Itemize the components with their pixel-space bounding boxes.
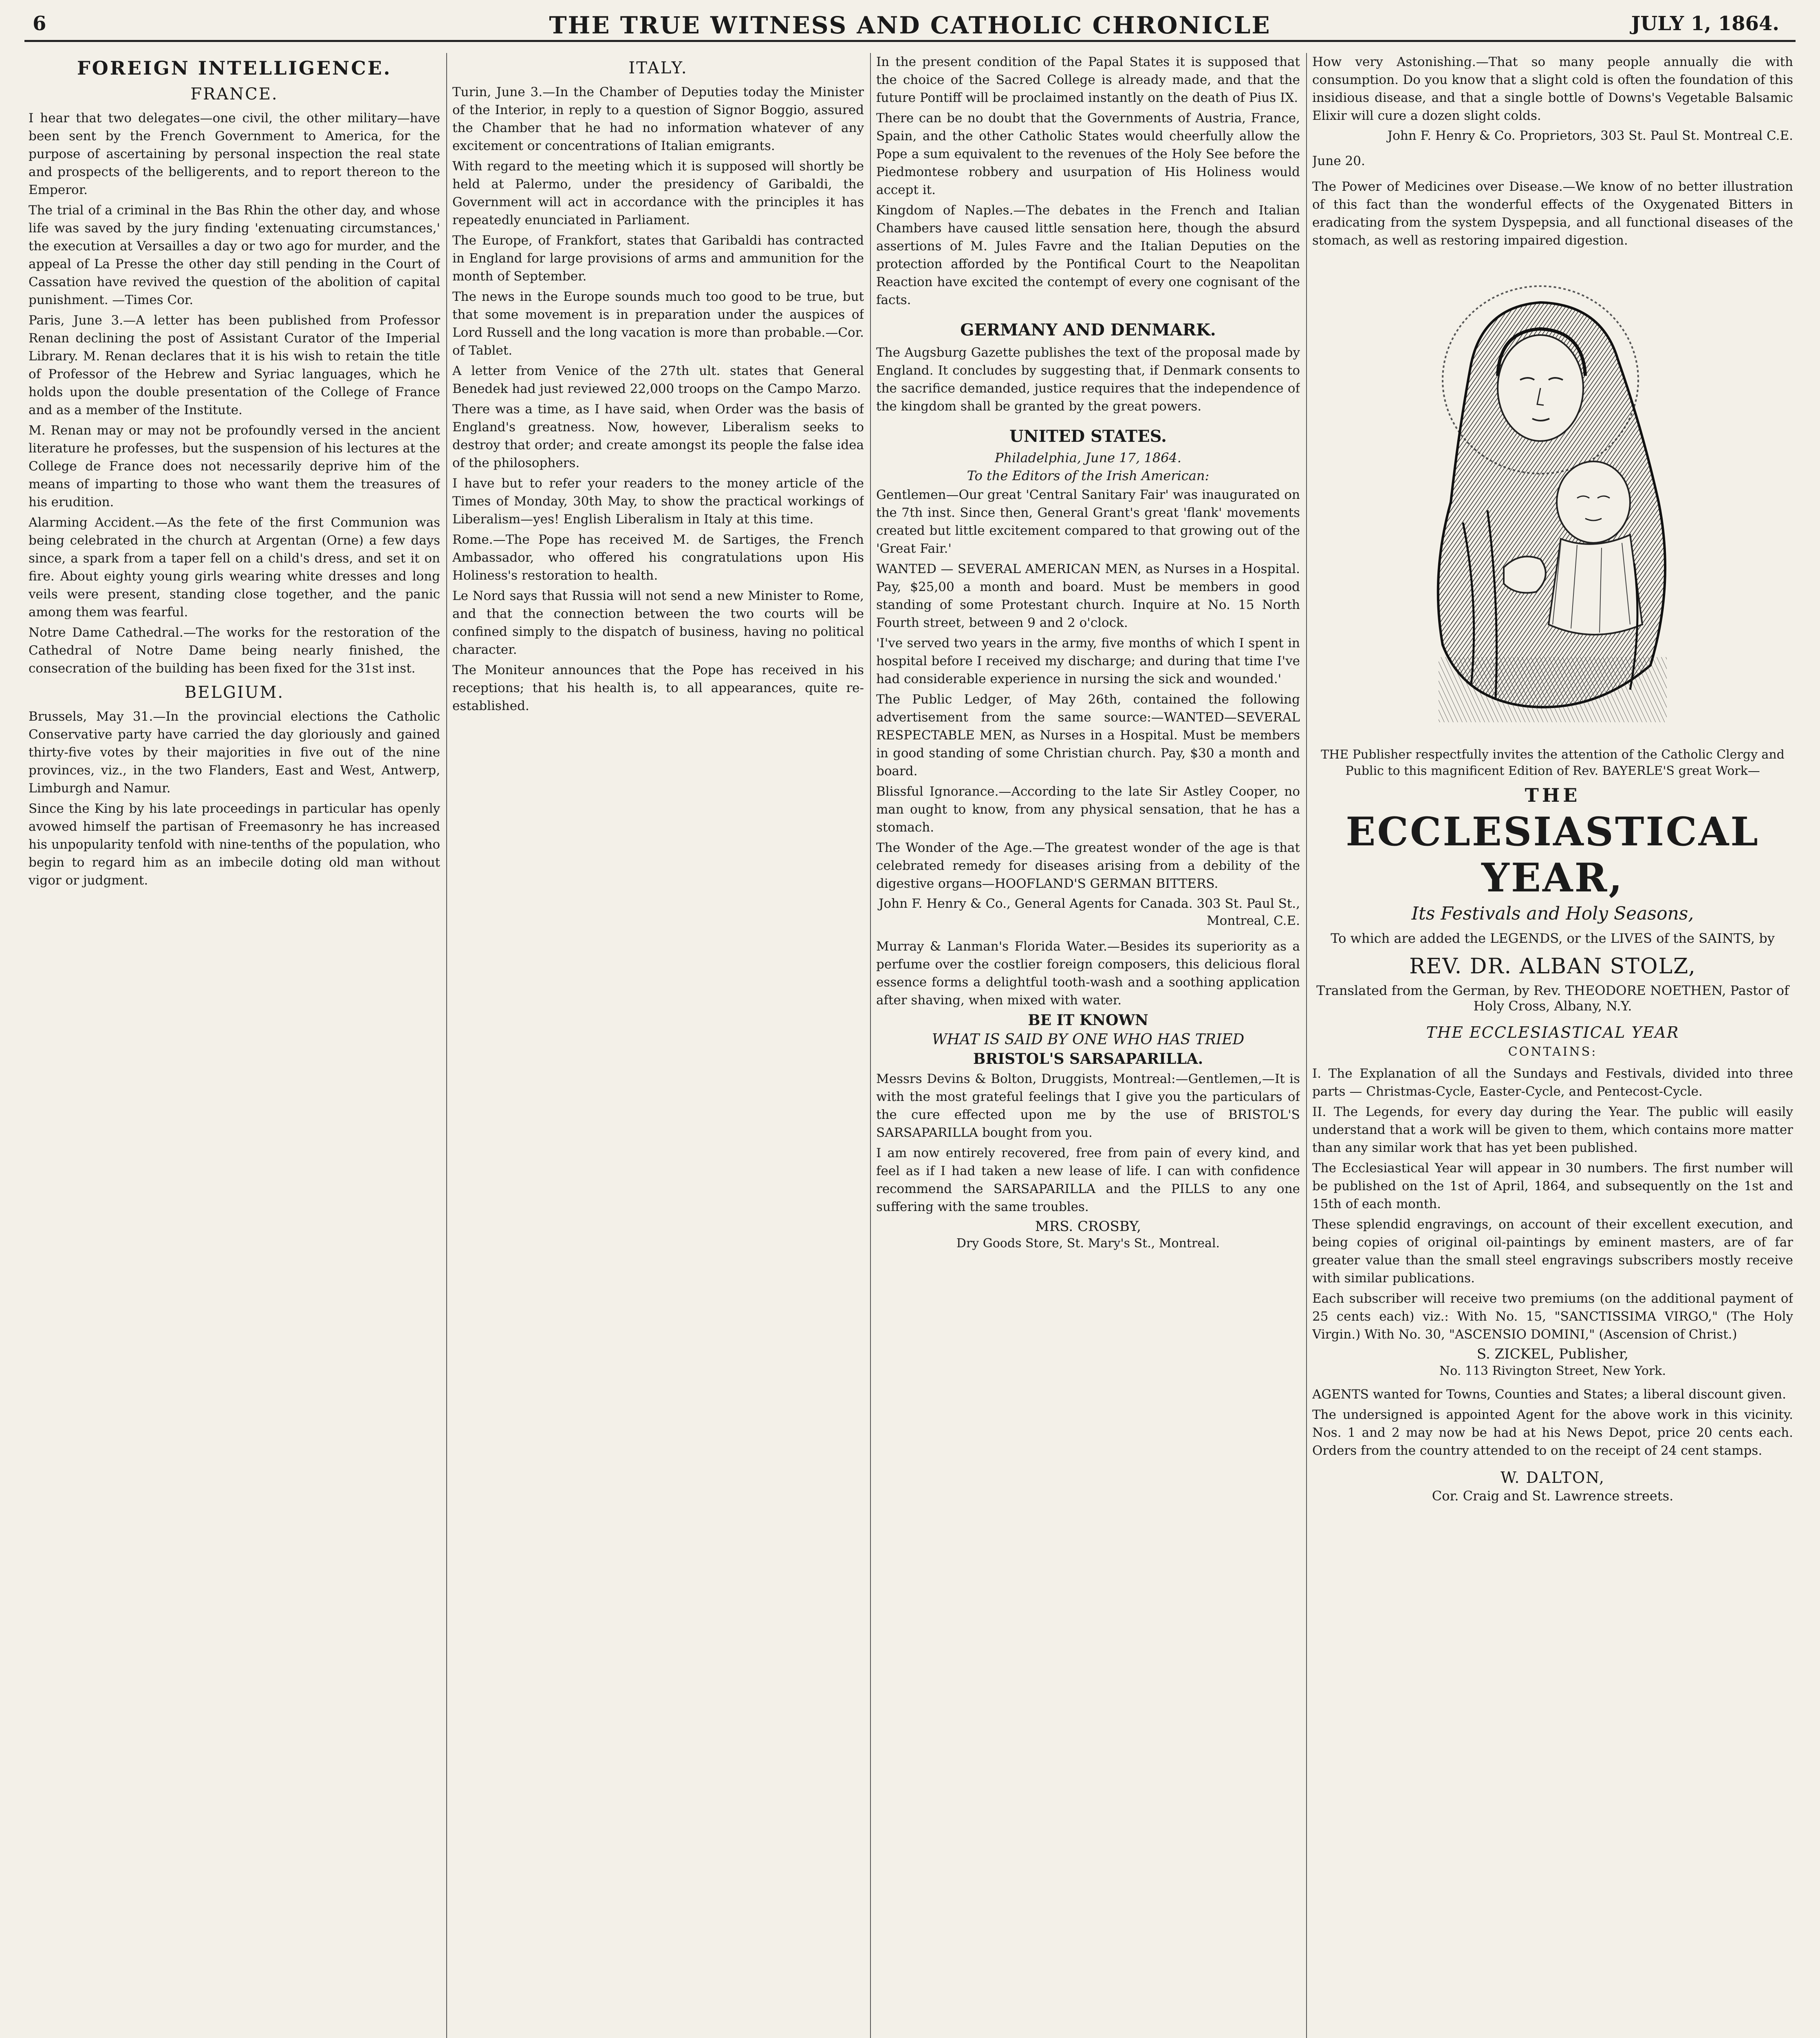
page-number: 6 — [33, 12, 46, 35]
newspaper-title: THE TRUE WITNESS AND CATHOLIC CHRONICLE — [549, 11, 1271, 39]
article-paragraph: With regard to the meeting which it is supposed will shortly be held at Palermo, under the presidency of Garibaldi, the Government will act in accordance with the principles it has repeatedly enunciated in Parliament. — [452, 159, 864, 227]
masthead-rule — [24, 40, 1796, 42]
article-paragraph: The Power of Medicines over Disease.—We know of no better illustration of this fact than the wonderful effects of the Oxygenated Bitters in eradicating from the system Dyspepsia, and all functional diseases of the stomach, as well as restoring impaired digestion. — [1312, 179, 1793, 248]
ad-paragraph: Each subscriber will receive two premiums (on the additional payment of 25 cents each) viz.: With No. 15, "SANCTISSIMA VIRGO," (The Holy Virgin.) With No. 30, "ASCENSIO DOMINI," (Ascension of Christ.) — [1312, 1291, 1793, 1342]
masthead — [24, 8, 1796, 45]
article-paragraph: Messrs Devins & Bolton, Druggists, Montreal:—Gentlemen,—It is with the most grateful feelings that I give you the particulars of the cure effected upon me by the use of BRISTOL'S SARSAPARILLA bought from you. — [876, 1072, 1300, 1140]
ad-author: REV. DR. ALBAN STOLZ, — [1409, 954, 1696, 979]
publisher-signature: S. ZICKEL, Publisher, — [1476, 1346, 1629, 1362]
agent-line: John F. Henry & Co. Proprietors, 303 St. Paul St. Montreal C.E. — [1387, 128, 1793, 143]
ad-paragraph: II. The Legends, for every day during the Year. The public will easily understand that a work will be given to them, which contains more matter than any similar work that has yet been published. — [1312, 1105, 1793, 1155]
ad-paragraph: I. The Explanation of all the Sundays and Festivals, divided into three parts — Christmas-Cycle, Easter-Cycle, and Pentecost-Cycle. — [1312, 1066, 1793, 1099]
article-paragraph: WANTED — SEVERAL AMERICAN MEN, as Nurses in a Hospital. Pay, $25,00 a month and board. Must be members in good standing of some Protestant church. Inquire at No. 15 North Fourth street, between 9 and 2 o'clock. — [876, 562, 1300, 630]
ad-added: To which are added the LEGENDS, or the LIVES of the SAINTS, by — [1331, 931, 1775, 946]
article-paragraph: There can be no doubt that the Governments of Austria, France, Spain, and the other Catholic States would cheerfully allow the Pope a sum equivalent to the revenues of the Holy See before the Piedmontese robbery and usurpation of His Holiness would accept it. — [876, 111, 1300, 197]
dalton-paragraph: The undersigned is appointed Agent for the above work in this vicinity. Nos. 1 and 2 may now be had at his News Depot, price 20 cents each. Orders from the country attended to on the receipt of 24 cent stamps. — [1312, 1407, 1793, 1458]
signature: MRS. CROSBY, — [1035, 1218, 1141, 1235]
story-headline: GERMANY AND DENMARK. — [960, 320, 1216, 340]
salutation: To the Editors of the Irish American: — [967, 468, 1210, 483]
dalton-signature: W. DALTON, — [1500, 1469, 1605, 1487]
article-paragraph: Kingdom of Naples.—The debates in the French and Italian Chambers have caused little sensation here, though the absurd assertions of M. Jules Favre and the Italian Deputies on the protection afforded by the Pontifical Court to the Neapolitan Reaction have excited the contempt of every one cognisant of the facts. — [876, 203, 1300, 307]
dalton-address: Cor. Craig and St. Lawrence streets. — [1432, 1488, 1674, 1504]
ad-contains: CONTAINS: — [1508, 1045, 1597, 1059]
column-divider — [870, 53, 871, 2038]
ad-the: THE — [1525, 784, 1581, 806]
ad-intro: THE Publisher respectfully invites the attention of the Catholic Clergy and Public to this magnificent Edition of Rev. BAYERLE'S great Work— — [1321, 748, 1785, 778]
issue-date: JULY 1, 1864. — [1631, 12, 1779, 35]
agent-line: John F. Henry & Co., General Agents for Canada. 303 St. Paul St., Montreal, C.E. — [879, 896, 1300, 928]
notice-headline: WHAT IS SAID BY ONE WHO HAS TRIED — [932, 1031, 1245, 1048]
article-paragraph: There was a time, as I have said, when Order was the basis of England's greatness. Now, however, Liberalism seeks to destroy that order; and create amongst its people the false idea of the philosophers. — [452, 402, 864, 470]
article-paragraph: The Moniteur announces that the Pope has received in his receptions; that his health is, to all appearances, quite re-established. — [452, 663, 864, 713]
ad-paragraph: The Ecclesiastical Year will appear in 30 numbers. The first number will be published on the 1st of April, 1864, and subsequently on the 1st and 15th of each month. — [1312, 1161, 1793, 1211]
article-paragraph: The Europe, of Frankfort, states that Garibaldi has contracted in England for large provisions of arms and ammunition for the month of September. — [452, 233, 864, 284]
signature-address: Dry Goods Store, St. Mary's St., Montreal. — [956, 1236, 1220, 1251]
column-3 — [876, 53, 1300, 2038]
article-paragraph: The trial of a criminal in the Bas Rhin the other day, and whose life was saved by the jury finding 'extenuating circumstances,' the execution at Versailles a day or two ago for murder, and the appeal of La Presse the other day still pending in the Court of Cassation have revived the question of the abolition of capital punishment. —Times Cor. — [29, 203, 440, 307]
column-1 — [29, 53, 440, 2038]
agent-date: June 20. — [1312, 154, 1365, 168]
notice-headline: BRISTOL'S SARSAPARILLA. — [973, 1050, 1203, 1068]
article-paragraph: Brussels, May 31.—In the provincial elections the Catholic Conservative party have carried the day gloriously and gained thirty-five votes by their majorities in five out of the nine provinces, viz., in the two Flanders, East and West, Antwerp, Limburgh and Namur. — [29, 709, 440, 796]
article-paragraph: M. Renan may or may not be profoundly versed in the ancient literature he professes, but the suspension of his lectures at the College de France does not necessarily deprive him of the means of imparting to those who want them the treasures of his erudition. — [29, 423, 440, 510]
column-4 — [1312, 53, 1793, 2038]
column-divider — [446, 53, 447, 2038]
article-paragraph: The Augsburg Gazette publishes the text of the proposal made by England. It concludes by suggesting that, if Denmark consents to the sacrifice demanded, justice requires that the independence of the kingdom shall be granted by the great powers. — [876, 345, 1300, 414]
article-paragraph: Le Nord says that Russia will not send a new Minister to Rome, and that the connection between the two courts will be confined simply to the dispatch of business, having no political character. — [452, 589, 864, 657]
article-paragraph: Rome.—The Pope has received M. de Sartiges, the French Ambassador, who offered his congratulations upon His Holiness's restoration to health. — [452, 532, 864, 583]
article-paragraph: I have but to refer your readers to the money article of the Times of Monday, 30th May, to show the practical workings of Liberalism—yes! English Liberalism in Italy at this time. — [452, 476, 864, 527]
article-paragraph: The Wonder of the Age.—The greatest wonder of the age is that celebrated remedy for diseases arising from a debility of the digestive organs—HOOFLAND'S GERMAN BITTERS. — [876, 840, 1300, 891]
article-paragraph: Turin, June 3.—In the Chamber of Deputies today the Minister of the Interior, in reply to a question of Signor Boggio, assured the Chamber that he had no information whatever of any excitement or concentrations of Italian emigrants. — [452, 85, 864, 153]
article-paragraph: I hear that two delegates—one civil, the other military—have been sent by the French Government to America, for the purpose of ascertaining by personal inspection the real state and prospects of the belligerents, and to report thereon to the Emperor. — [29, 111, 440, 197]
ad-title: ECCLESIASTICAL YEAR, — [1346, 809, 1760, 901]
notice-headline: BE IT KNOWN — [1028, 1012, 1148, 1029]
story-headline: UNITED STATES. — [1009, 427, 1167, 446]
section-title: FOREIGN INTELLIGENCE. — [77, 57, 392, 79]
publisher-address: No. 113 Rivington Street, New York. — [1439, 1364, 1666, 1378]
agents-wanted: AGENTS wanted for Towns, Counties and States; a liberal discount given. — [1312, 1387, 1786, 1402]
article-paragraph: Paris, June 3.—A letter has been published from Professor Renan declining the post of Assistant Curator of the Imperial Library. M. Renan declares that it is his wish to retain the title of Professor of the Hebrew and Syriac languages, which he holds upon the double presentation of the College of France and as a member of the Institute. — [29, 313, 440, 417]
country-heading: FRANCE. — [190, 85, 278, 104]
country-heading: BELGIUM. — [184, 683, 284, 702]
column-divider — [1306, 53, 1307, 2038]
madonna-engraving-icon — [1349, 258, 1756, 739]
dateline: Philadelphia, June 17, 1864. — [995, 450, 1181, 465]
article-paragraph: The Public Ledger, of May 26th, contained the following advertisement from the same source:—WANTED—SEVERAL RESPECTABLE MEN, as Nurses in a Hospital. Must be members in good standing of some Christian church. Pay, $30 a month and board. — [876, 692, 1300, 779]
article-paragraph: I am now entirely recovered, free from pain of every kind, and feel as if I had taken a new lease of life. I can with confidence recommend the SARSAPARILLA and the PILLS to any one suffering with the same troubles. — [876, 1146, 1300, 1214]
article-paragraph: Since the King by his late proceedings in particular has openly avowed himself the partisan of Freemasonry he has increased his unpopularity tenfold with nine-tenths of the population, who begin to regard him as an imbecile doting old man without vigor or judgment. — [29, 801, 440, 888]
article-paragraph: The news in the Europe sounds much too good to be true, but that some movement is in preparation under the auspices of Lord Russell and the long vacation is more than probable.—Cor. of Tablet. — [452, 289, 864, 358]
madonna-engraving — [1349, 258, 1756, 739]
article-paragraph: Notre Dame Cathedral.—The works for the restoration of the Cathedral of Notre Dame being nearly finished, the consecration of the building has been fixed for the 31st inst. — [29, 625, 440, 676]
ad-subtitle: Its Festivals and Holy Seasons, — [1411, 903, 1694, 924]
country-heading: ITALY. — [628, 59, 688, 77]
article-paragraph: 'I've served two years in the army, five months of which I spent in hospital before I received my discharge; and during that time I've had considerable experience in nursing the sick and wounded.' — [876, 636, 1300, 686]
article-paragraph: A letter from Venice of the 27th ult. states that General Benedek had just reviewed 22,000 troops on the Campo Marzo. — [452, 364, 864, 396]
article-paragraph: How very Astonishing.—That so many people annually die with consumption. Do you know that a slight cold is often the foundation of this insidious disease, and that a single bottle of Downs's Vegetable Balsamic Elixir will cure a dozen slight colds. — [1312, 55, 1793, 123]
article-paragraph: Blissful Ignorance.—According to the late Sir Astley Cooper, no man ought to know, from any physical sensation, that he has a stomach. — [876, 784, 1300, 835]
article-paragraph: Alarming Accident.—As the fete of the first Communion was being celebrated in the church at Argentan (Orne) a few days since, a spark from a taper fell on a child's dress, and set it on fire. About eighty young girls wearing white dresses and long veils were present, standing close together, and the panic among them was fearful. — [29, 515, 440, 620]
ad-paragraph: These splendid engravings, on account of their excellent execution, and being copies of original oil-paintings by eminent masters, are of far greater value than the small steel engravings subscribers mostly receive with similar publications. — [1312, 1217, 1793, 1286]
article-paragraph: In the present condition of the Papal States it is supposed that the choice of the Sacred College is already made, and that the future Pontiff will be proclaimed instantly on the death of Pius IX. — [876, 55, 1300, 105]
column-2 — [452, 53, 864, 2038]
ad-translated: Translated from the German, by Rev. THEODORE NOETHEN, Pastor of Holy Cross, Albany, N.Y. — [1316, 983, 1789, 1014]
article-paragraph: Murray & Lanman's Florida Water.—Besides its superiority as a perfume over the costlier foreign composers, this delicious floral essence forms a delightful tooth-wash and a soothing application after shaving, when mixed with water. — [876, 939, 1300, 1008]
article-paragraph: Gentlemen—Our great 'Central Sanitary Fair' was inaugurated on the 7th inst. Since then, General Grant's great 'flank' movements created but little excitement compared to that growing out of the 'Great Fair.' — [876, 487, 1300, 556]
ad-year-heading: THE ECCLESIASTICAL YEAR — [1426, 1023, 1679, 1041]
